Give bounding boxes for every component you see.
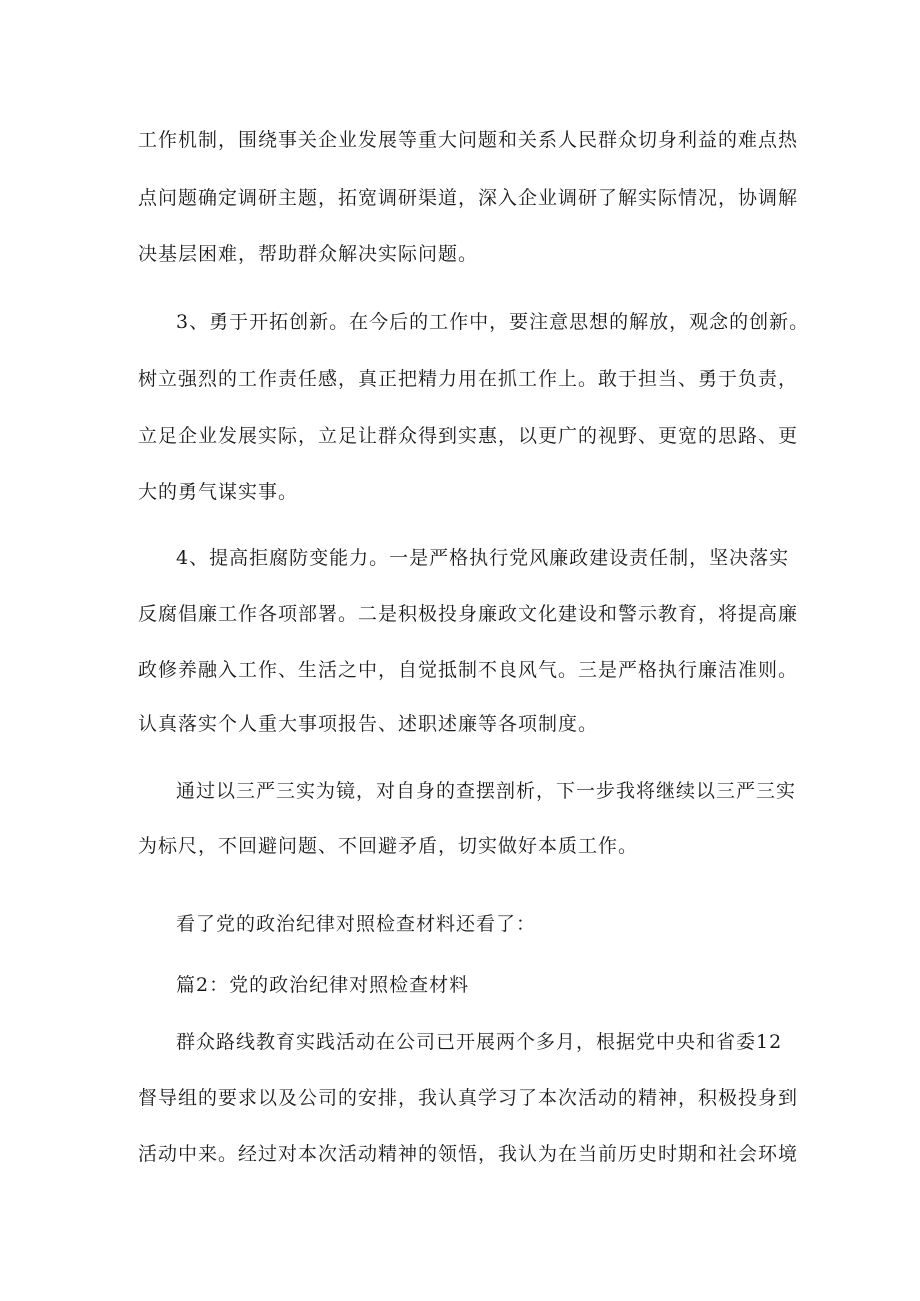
text-line: 4、提高拒腐防变能力。一是严格执行党风廉政建设责任制，坚决落实 xyxy=(176,547,790,569)
text-line: 决基层困难，帮助群众解决实际问题。 xyxy=(138,243,479,265)
text-line: 大的勇气谋实事。 xyxy=(138,481,299,503)
text-line: 立足企业发展实际，立足让群众得到实惠，以更广的视野、更宽的思路、更 xyxy=(138,425,799,447)
text-line: 点问题确定调研主题，拓宽调研渠道，深入企业调研了解实际情况，协调解 xyxy=(138,187,799,209)
text-line: 政修养融入工作、生活之中，自觉抵制不良风气。三是严格执行廉洁准则。 xyxy=(138,659,799,681)
text-line: 看了党的政治纪律对照检查材料还看了： xyxy=(176,913,537,935)
text-line: 督导组的要求以及公司的安排，我认真学习了本次活动的精神，积极投身到 xyxy=(138,1087,799,1109)
text-line: 群众路线教育实践活动在公司已开展两个多月，根据党中央和省委12 xyxy=(176,1031,783,1053)
text-line: 3、勇于开拓创新。在今后的工作中，要注意思想的解放，观念的创新。 xyxy=(176,311,810,333)
text-line: 工作机制，围绕事关企业发展等重大问题和关系人民群众切身利益的难点热 xyxy=(138,129,799,151)
text-line: 认真落实个人重大事项报告、述职述廉等各项制度。 xyxy=(138,713,599,735)
section-title: 篇2：党的政治纪律对照检查材料 xyxy=(176,974,470,996)
text-line: 通过以三严三实为镜，对自身的查摆剖析，下一步我将继续以三严三实 xyxy=(176,780,797,802)
text-line: 为标尺，不回避问题、不回避矛盾，切实做好本质工作。 xyxy=(138,835,639,857)
text-line: 活动中来。经过对本次活动精神的领悟，我认为在当前历史时期和社会环境 xyxy=(138,1143,799,1165)
text-line: 反腐倡廉工作各项部署。二是积极投身廉政文化建设和警示教育，将提高廉 xyxy=(138,603,799,625)
text-line: 树立强烈的工作责任感，真正把精力用在抓工作上。敢于担当、勇于负责， xyxy=(138,368,799,390)
